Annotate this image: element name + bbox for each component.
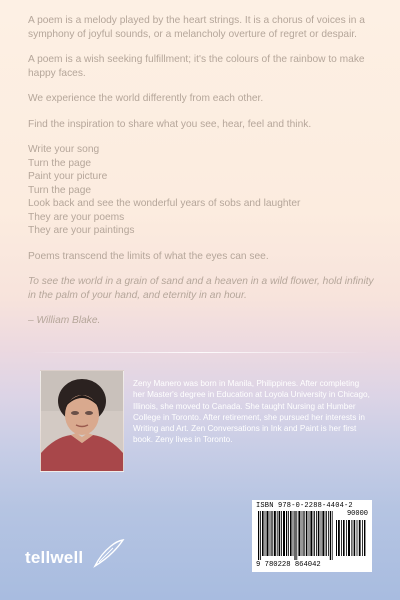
paragraph: We experience the world differently from each other. xyxy=(28,93,264,104)
divider xyxy=(30,352,370,353)
blake-quote: To see the world in a grain of sand and a heaven in a wild flower, hold infinity in the palm of your hand, and eternity in an hour. xyxy=(28,276,374,301)
paragraph: A poem is a wish seeking fulfillment; it's the colours of the rainbow to make happy faces. xyxy=(28,54,365,79)
paragraph: Find the inspiration to share what you see, hear, feel and think. xyxy=(28,118,312,130)
song-line: Write your song xyxy=(28,144,100,155)
author-portrait-icon xyxy=(41,371,123,471)
song-line: Turn the page xyxy=(28,157,92,169)
price-code: 90000 xyxy=(346,510,368,518)
song-line: They are your paintings xyxy=(28,225,135,236)
song-line: Paint your picture xyxy=(28,171,108,182)
barcode xyxy=(252,500,372,572)
publisher-logo xyxy=(25,540,125,574)
isbn-label: ISBN 978-0-2288-4404-2 xyxy=(256,502,353,510)
closing-line: Poems transcend the limits of what the eyes can see. xyxy=(28,250,269,262)
song-verse xyxy=(28,143,378,238)
author-photo xyxy=(40,370,124,472)
song-line: Look back and see the wonderful years of sobs and laughter xyxy=(28,198,301,209)
paragraph: A poem is a melody played by the heart strings. It is a chorus of voices in a symphony of joyful sounds, or a melancholy overture of regret or despair. xyxy=(28,15,365,40)
author-bio: Zeny Manero was born in Manila, Philippines. After completing her Master's degree in Education at Loyola University in Chicago, Illinois, she moved to Canada. She taught Nursing at Humber College in Toronto. After retirement, she pursued her interests in Writing and Art. Zen Conversations in Ink and Paint is her first book. Zeny lives in Toronto. xyxy=(133,379,370,445)
back-cover-text xyxy=(28,14,378,340)
song-line: They are your poems xyxy=(28,211,125,223)
publisher-name: tellwell xyxy=(25,548,84,567)
quill-icon xyxy=(91,538,125,568)
song-line: Turn the page xyxy=(28,184,92,196)
quote-attribution: – William Blake. xyxy=(28,315,101,326)
barcode-number: 9 780228 864042 xyxy=(256,561,321,569)
